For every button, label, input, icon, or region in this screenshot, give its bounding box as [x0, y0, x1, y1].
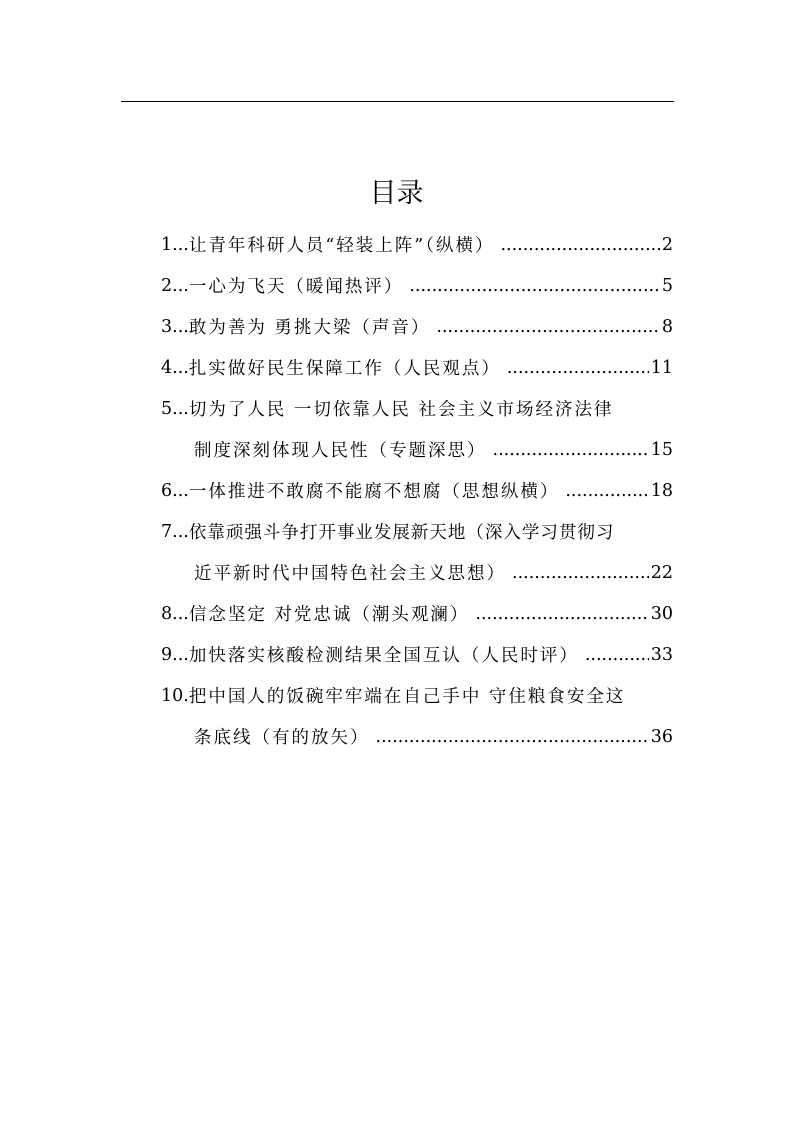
toc-entry-title: 信念坚定 对党忠诚（潮头观澜） [188, 605, 470, 625]
dot-leader [565, 481, 648, 501]
toc-entry-number: 4... [161, 357, 189, 378]
toc-entry-title: 扎实做好民生保障工作（人民观点） [188, 359, 501, 379]
toc-entry-title: 敢为善为 勇挑大梁（声音） [188, 318, 431, 338]
toc-entry-number: 9... [161, 644, 189, 665]
toc-entry-7[interactable] [161, 511, 673, 593]
toc-entry-page: 33 [650, 644, 673, 665]
toc-entry-3[interactable] [161, 306, 673, 347]
toc-entry-number: 1... [161, 234, 189, 255]
toc-entry-2[interactable] [161, 265, 673, 306]
toc-entry-page: 30 [650, 603, 673, 624]
toc-entry-title-continued: 条底线（有的放矢） [194, 728, 370, 748]
toc-entry-title: 让青年科研人员“轻装上阵”（纵横） [188, 236, 495, 256]
toc-entry-number: 8... [161, 603, 189, 624]
toc-entry-page: 36 [650, 726, 673, 747]
toc-entry-title-continued: 制度深刻体现人民性（专题深思） [194, 441, 487, 461]
toc-entry-page: 8 [661, 316, 673, 337]
dot-leader [436, 317, 659, 337]
dot-leader [512, 563, 649, 583]
toc-entry-page: 2 [661, 234, 673, 255]
toc-entry-page: 18 [650, 480, 673, 501]
toc-entry-title: 加快落实核酸检测结果全国互认（人民时评） [188, 646, 579, 666]
toc-entry-number: 2... [161, 275, 189, 296]
toc-entry-title: 一心为飞天（暖闻热评） [188, 277, 404, 297]
toc-entry-page: 11 [650, 357, 673, 378]
toc-title: 目录 [369, 178, 424, 209]
toc-entry-title: 切为了人民 一切依靠人民 社会主义市场经济法律 [188, 400, 614, 420]
dot-leader [493, 440, 649, 460]
toc-entry-title: 一体推进不敢腐不能腐不想腐（思想纵横） [188, 482, 560, 502]
toc-entry-4[interactable] [161, 347, 673, 388]
toc-entry-5[interactable] [161, 388, 673, 470]
dot-leader [409, 276, 660, 296]
dot-leader [376, 727, 649, 747]
table-of-contents [161, 224, 673, 757]
header-rule [121, 101, 674, 102]
toc-entry-page: 22 [650, 562, 673, 583]
toc-entry-title: 依靠顽强斗争打开事业发展新天地（深入学习贯彻习 [188, 523, 615, 543]
toc-entry-number: 5... [161, 398, 189, 419]
toc-entry-number: 10. [161, 685, 189, 706]
toc-entry-number: 6... [161, 480, 189, 501]
toc-entry-number: 7... [161, 521, 189, 542]
toc-entry-number: 3... [161, 316, 189, 337]
toc-entry-title-continued: 近平新时代中国特色社会主义思想） [194, 564, 506, 584]
dot-leader [507, 358, 649, 378]
toc-entry-6[interactable] [161, 470, 673, 511]
toc-entry-1[interactable] [161, 224, 673, 265]
dot-leader [500, 235, 659, 255]
toc-entry-10[interactable] [161, 675, 673, 757]
toc-entry-page: 15 [650, 439, 673, 460]
toc-entry-title: 把中国人的饭碗牢牢端在自己手中 守住粮食安全这 [188, 687, 626, 707]
dot-leader [475, 604, 648, 624]
toc-entry-9[interactable] [161, 634, 673, 675]
toc-entry-8[interactable] [161, 593, 673, 634]
toc-entry-page: 5 [661, 275, 673, 296]
dot-leader [585, 645, 649, 665]
